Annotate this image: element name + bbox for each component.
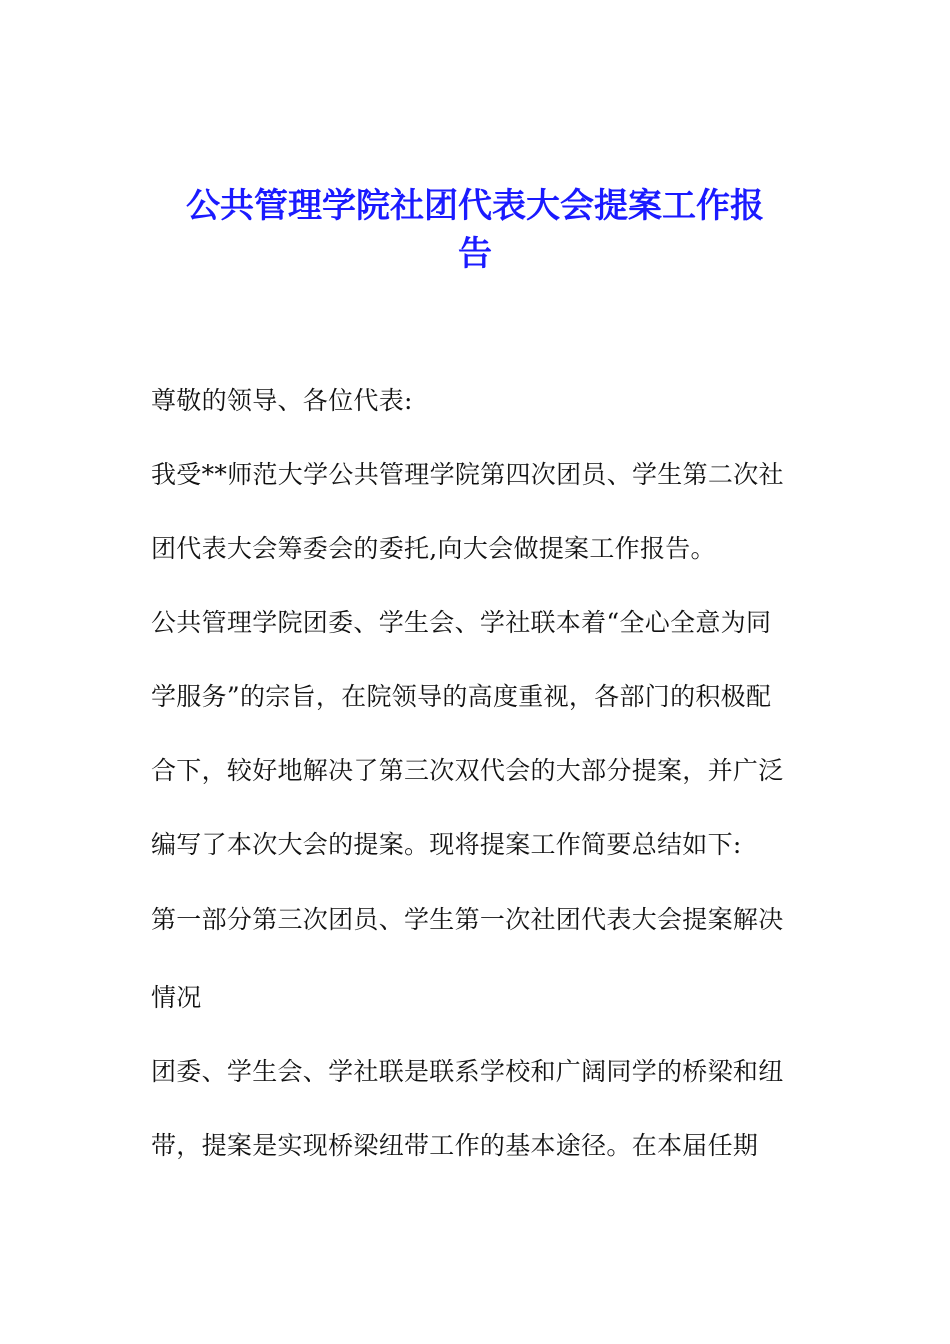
body-line-4: 学服务”的宗旨，在院领导的高度重视，各部门的积极配 <box>151 682 772 711</box>
section-heading-line-1: 第一部分第三次团员、学生第一次社团代表大会提案解决 <box>151 905 784 934</box>
body-line-2: 团代表大会筹委会的委托,向大会做提案工作报告。 <box>151 534 716 563</box>
section-heading-line-2: 情况 <box>151 983 202 1012</box>
salutation: 尊敬的领导、各位代表: <box>151 386 413 415</box>
body-line-3: 公共管理学院团委、学生会、学社联本着“全心全意为同 <box>151 608 772 637</box>
body-line-5: 合下，较好地解决了第三次双代会的大部分提案，并广泛 <box>151 756 784 785</box>
body-line-6: 编写了本次大会的提案。现将提案工作简要总结如下: <box>151 830 742 859</box>
document-title-line-2: 告 <box>458 234 492 274</box>
document-title-line-1: 公共管理学院社团代表大会提案工作报 <box>186 186 764 226</box>
body-line-1: 我受**师范大学公共管理学院第四次团员、学生第二次社 <box>151 460 784 489</box>
body-line-7: 团委、学生会、学社联是联系学校和广阔同学的桥梁和纽 <box>151 1057 784 1086</box>
body-line-8: 带，提案是实现桥梁纽带工作的基本途径。在本届任期 <box>151 1131 759 1160</box>
